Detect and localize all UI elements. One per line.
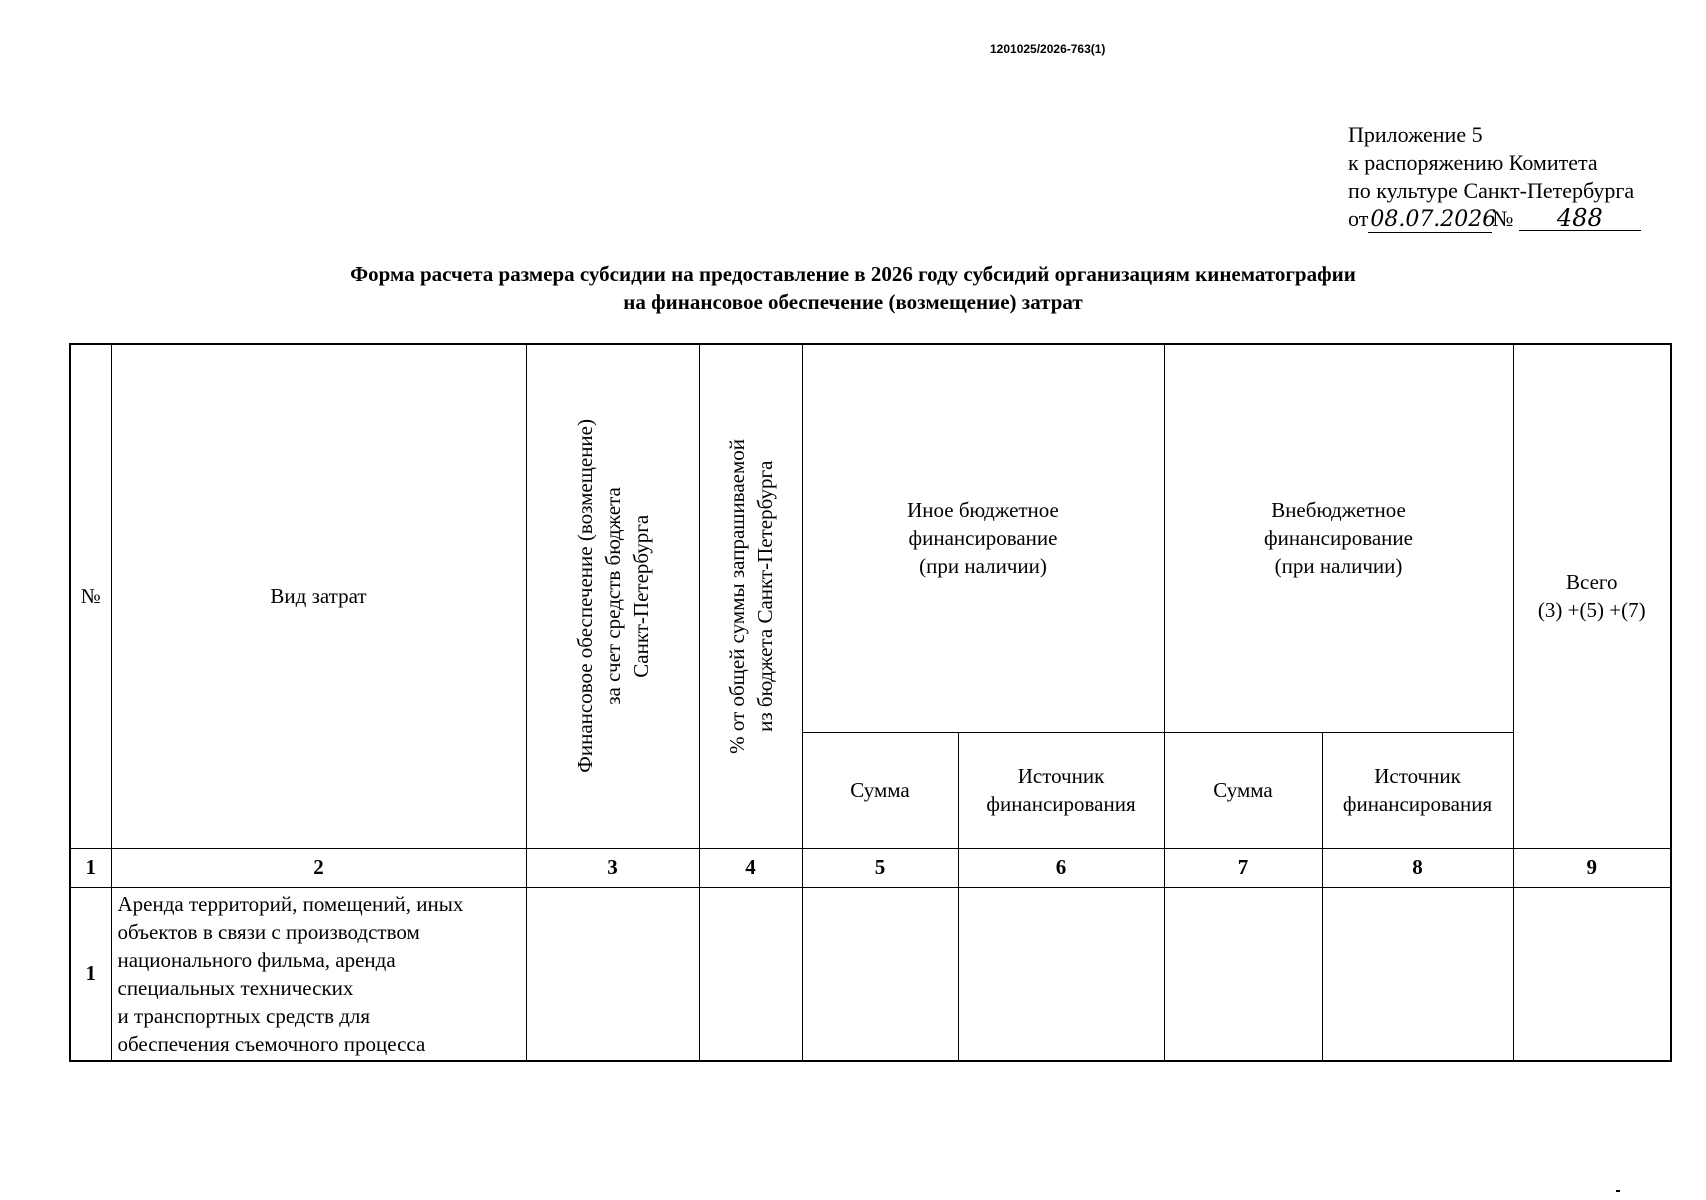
form-title xyxy=(0,260,1706,316)
column-number: 9 xyxy=(1513,848,1671,887)
table-row xyxy=(70,887,1671,1061)
column-number: 7 xyxy=(1164,848,1322,887)
cell-spb-budget xyxy=(526,887,699,1061)
header-percent-line-2: из бюджета Санкт-Петербурга xyxy=(752,460,777,732)
cell-sum-extra xyxy=(1164,887,1322,1061)
row-desc-line-3: национального фильма, аренда xyxy=(117,947,396,972)
column-number: 1 xyxy=(70,848,111,887)
header-percent-line-1: % от общей суммы запрашиваемой xyxy=(724,438,749,754)
cell-total xyxy=(1513,887,1671,1061)
column-number: 3 xyxy=(526,848,699,887)
row-desc-line-5: и транспортных средств для xyxy=(117,1003,371,1028)
number-label: № xyxy=(1492,206,1514,231)
header-total-line-1: Всего xyxy=(1566,570,1618,595)
header-spb-budget xyxy=(526,344,699,848)
column-number-row xyxy=(70,848,1671,887)
header-other-budget-line-3: (при наличии) xyxy=(919,554,1047,579)
header-other-budget xyxy=(802,344,1164,732)
subsidy-calculation-table xyxy=(69,343,1672,1062)
header-extra-budget-line-2: финансирование xyxy=(1264,526,1413,551)
row-number: 1 xyxy=(70,887,111,1061)
column-number: 6 xyxy=(958,848,1164,887)
column-number: 2 xyxy=(111,848,526,887)
header-source-extra xyxy=(1322,732,1513,848)
appendix-block xyxy=(1348,121,1641,233)
header-extra-budget xyxy=(1164,344,1513,732)
row-desc-line-1: Аренда территорий, помещений, иных xyxy=(117,891,464,916)
column-number: 8 xyxy=(1322,848,1513,887)
header-spb-budget-line-1: Финансовое обеспечение (возмещение) xyxy=(572,419,597,774)
appendix-date-line xyxy=(1348,205,1641,233)
header-source-other-line-2: финансирования xyxy=(986,792,1136,816)
from-label: от xyxy=(1348,206,1369,231)
appendix-line-2: к распоряжению Комитета xyxy=(1348,150,1598,175)
appendix-line-3: по культуре Санкт-Петербурга xyxy=(1348,178,1635,203)
header-cost-type: Вид затрат xyxy=(111,344,526,848)
handwritten-number: 488 xyxy=(1519,206,1641,231)
header-source-other-line-1: Источник xyxy=(1017,764,1105,788)
header-num: № xyxy=(70,344,111,848)
appendix-line-1: Приложение 5 xyxy=(1348,122,1483,147)
header-other-budget-line-1: Иное бюджетное xyxy=(907,498,1059,523)
cell-sum-other xyxy=(802,887,958,1061)
header-spb-budget-line-3: Санкт-Петербурга xyxy=(628,514,653,678)
form-title-line-2: на финансовое обеспечение (возмещение) затрат xyxy=(623,290,1083,314)
header-percent xyxy=(699,344,802,848)
document-id: 1201025/2026-763(1) xyxy=(990,42,1106,56)
header-extra-budget-line-3: (при наличии) xyxy=(1274,554,1403,579)
handwritten-date: 08.07.2026 xyxy=(1370,207,1497,232)
cell-source-extra xyxy=(1322,887,1513,1061)
form-title-line-1: Форма расчета размера субсидии на предоставление в 2026 году субсидий организациям кинематографии xyxy=(350,262,1356,286)
row-desc-line-4: специальных технических xyxy=(117,975,354,1000)
cell-percent xyxy=(699,887,802,1061)
header-total xyxy=(1513,344,1671,848)
column-number: 5 xyxy=(802,848,958,887)
cell-source-other xyxy=(958,887,1164,1061)
header-other-budget-line-2: финансирование xyxy=(908,526,1058,551)
row-desc-line-2: объектов в связи с производством xyxy=(117,919,420,944)
row-desc-line-6: обеспечения съемочного процесса xyxy=(117,1031,426,1056)
row-cost-description xyxy=(111,887,526,1061)
header-sum-other: Сумма xyxy=(802,732,958,848)
column-number: 4 xyxy=(699,848,802,887)
header-source-other xyxy=(958,732,1164,848)
header-extra-budget-line-1: Внебюджетное xyxy=(1271,498,1406,523)
header-source-extra-line-1: Источник xyxy=(1374,764,1461,788)
header-sum-extra: Сумма xyxy=(1164,732,1322,848)
header-spb-budget-line-2: за счет средств бюджета xyxy=(600,487,625,706)
header-source-extra-line-2: финансирования xyxy=(1342,792,1493,816)
scan-dot xyxy=(1616,1190,1620,1192)
header-total-line-2: (3) +(5) +(7) xyxy=(1537,598,1646,623)
